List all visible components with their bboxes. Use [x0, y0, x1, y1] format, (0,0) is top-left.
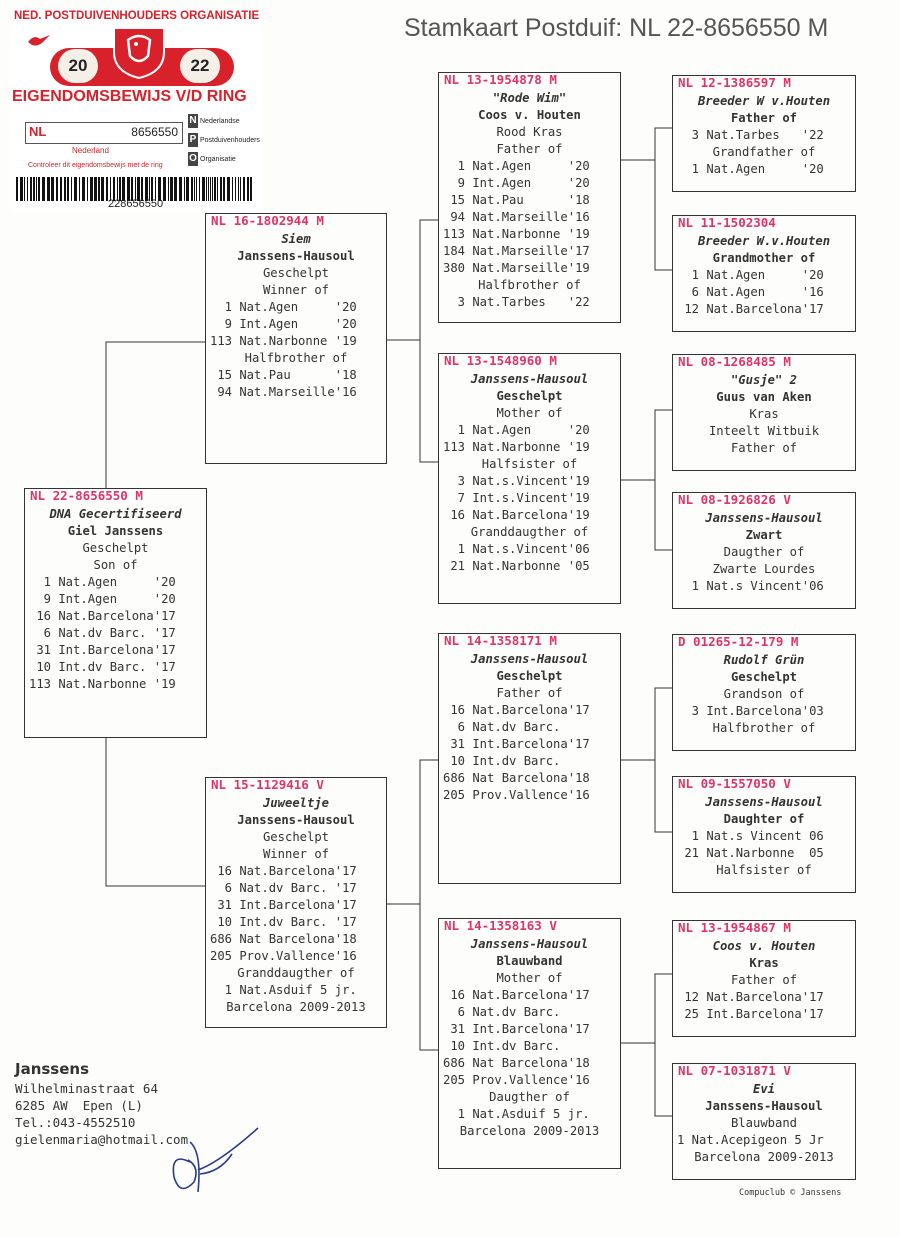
- card-line: Geschelpt: [496, 389, 563, 403]
- card-line: Zwart: [745, 528, 783, 542]
- card-line: Winner of: [262, 847, 330, 861]
- card-line: 16 Nat.Barcelona'17: [210, 864, 357, 878]
- card-line: Juweeltje: [262, 796, 330, 810]
- card-line: 1 Nat.s Vincent 06: [677, 829, 824, 843]
- card-line: 686 Nat Barcelona'18: [210, 932, 357, 946]
- card-line: 9 Int.Agen '20: [443, 176, 590, 190]
- card-line: Son of: [93, 558, 138, 572]
- card-line: 1 Nat.s Vincent'06: [677, 579, 824, 593]
- card-line: Zwarte Lourdes: [712, 562, 816, 576]
- card-line: 6 Nat.dv Barc.: [443, 1005, 561, 1019]
- card-line: Daughter of: [723, 812, 805, 826]
- card-line: 31 Int.Barcelona'17: [443, 1022, 590, 1036]
- card-line: "Rode Wim": [492, 91, 567, 105]
- card-line: Barcelona 2009-2013: [459, 1124, 600, 1138]
- card-line: Breeder W.v.Houten: [697, 234, 831, 248]
- card-line: Janssens-Hausoul: [705, 511, 823, 525]
- owner-street: Wilhelminastraat 64: [15, 1081, 158, 1096]
- ggp-card-fmf: [672, 354, 856, 471]
- ring-number: NL 15-1129416 V: [211, 777, 324, 792]
- handwritten-signature: [160, 1122, 270, 1202]
- card-line: Halfbrother of: [712, 721, 816, 735]
- card-line: 113 Nat.Narbonne '19: [210, 334, 357, 348]
- owner-phone: Tel.:043-4552510: [15, 1115, 136, 1130]
- card-line: Coos v. Houten: [712, 939, 816, 953]
- card-line: Granddaugther of: [470, 525, 589, 539]
- card-line: 9 Int.Agen '20: [210, 317, 357, 331]
- card-line: Father of: [730, 111, 798, 125]
- owner-email: gielenmaria@hotmail.com: [15, 1132, 189, 1147]
- card-line: 113 Nat.Narbonne '19: [443, 440, 590, 454]
- card-line: 6 Nat.dv Barc.: [443, 720, 561, 734]
- card-line: Halfsister of: [716, 863, 812, 877]
- sticker-org-name: NED. POSTDUIVENHOUDERS ORGANISATIE: [14, 10, 260, 22]
- card-lines: [673, 1081, 855, 1166]
- card-line: Blauwband: [496, 954, 563, 968]
- ring-number: NL 09-1557050 V: [678, 776, 791, 791]
- card-line: Guus van Aken: [716, 390, 812, 404]
- ring-number: NL 13-1548960 M: [444, 353, 557, 368]
- card-line: Mother of: [496, 406, 563, 420]
- maternal-grandmother-card: [438, 918, 621, 1169]
- card-line: Breeder W v.Houten: [697, 94, 831, 108]
- owner-city: 6285 AW Epen (L): [15, 1098, 143, 1113]
- card-line: 94 Nat.Marseille'16: [210, 385, 357, 399]
- card-line: 6 Nat.dv Barc. '17: [210, 881, 357, 895]
- ring-number: NL 11-1502304: [678, 215, 776, 230]
- card-line: 31 Int.Barcelona'17: [210, 898, 357, 912]
- card-line: 686 Nat Barcelona'18: [443, 1056, 590, 1070]
- card-line: 16 Nat.Barcelona'17: [443, 703, 590, 717]
- card-line: Grandson of: [723, 687, 805, 701]
- paternal-grandfather-card: [438, 72, 621, 323]
- card-line: Inteelt Witbuik: [708, 424, 820, 438]
- card-line: Evi: [752, 1082, 775, 1096]
- card-line: 205 Prov.Vallence'16: [210, 949, 357, 963]
- card-line: Janssens-Hausoul: [470, 937, 589, 951]
- card-line: 113 Nat.Narbonne '19: [443, 227, 590, 241]
- npo-logo: N Nederlandse P Postduivenhouders O Organisatie: [189, 115, 260, 165]
- card-line: 7 Int.s.Vincent'19: [443, 491, 590, 505]
- card-lines: [25, 506, 206, 693]
- subject-pigeon-card: [24, 488, 207, 738]
- card-line: Blauwband: [730, 1116, 798, 1130]
- card-line: 21 Nat.Narbonne 05: [677, 846, 824, 860]
- card-lines: [673, 794, 855, 879]
- ring-number: NL 13-1954867 M: [678, 920, 791, 935]
- card-line: "Gusje" 2: [730, 373, 798, 387]
- npo-line-1: Nederlandse: [200, 118, 240, 125]
- card-line: Giel Janssens: [67, 524, 164, 538]
- card-lines: [673, 372, 855, 457]
- card-line: Janssens-Hausoul: [705, 795, 823, 809]
- card-line: Geschelpt: [262, 266, 330, 280]
- card-lines: [439, 651, 620, 804]
- card-line: Grandmother of: [712, 251, 816, 265]
- card-line: 1 Nat.Asduif 5 jr.: [210, 983, 357, 997]
- card-line: 31 Int.Barcelona'17: [29, 643, 176, 657]
- card-line: 380 Nat.Marseille'19: [443, 261, 590, 275]
- sticker-ring-number: 8656550: [131, 125, 178, 139]
- card-lines: [206, 231, 386, 401]
- card-line: Janssens-Hausoul: [237, 249, 355, 263]
- card-line: 94 Nat.Marseille'16: [443, 210, 590, 224]
- card-line: Rood Kras: [496, 125, 563, 139]
- card-line: Daugther of: [489, 1090, 570, 1104]
- card-line: 1 Nat.Agen '20: [677, 268, 824, 282]
- card-line: Kras: [749, 407, 779, 421]
- card-line: 10 Int.dv Barc.: [443, 1039, 561, 1053]
- card-line: 15 Nat.Pau '18: [210, 368, 357, 382]
- card-line: 1 Nat.Agen '20: [443, 159, 590, 173]
- ggp-card-mmf: [672, 920, 856, 1037]
- year-right: 22: [180, 49, 220, 83]
- ring-number: D 01265-12-179 M: [678, 634, 799, 649]
- card-lines: [673, 233, 855, 318]
- card-line: 3 Nat.Tarbes '22: [677, 128, 824, 142]
- ggp-card-mmm: [672, 1063, 856, 1180]
- card-lines: [206, 795, 386, 1016]
- card-line: Geschelpt: [262, 830, 330, 844]
- card-line: Geschelpt: [82, 541, 149, 555]
- ggp-card-mfm: [672, 776, 856, 893]
- card-line: Mother of: [496, 971, 563, 985]
- card-line: 10 Int.dv Barc. '17: [29, 660, 176, 674]
- card-line: 1 Nat.Asduif 5 jr.: [443, 1107, 590, 1121]
- npo-line-3: Organisatie: [200, 156, 236, 163]
- card-line: Geschelpt: [496, 669, 563, 683]
- ring-number: NL 22-8656550 M: [30, 488, 143, 503]
- card-line: Janssens-Hausoul: [470, 372, 589, 386]
- mother-card: [205, 777, 387, 1028]
- card-line: 25 Int.Barcelona'17: [677, 1007, 824, 1021]
- card-line: Father of: [496, 686, 563, 700]
- father-card: [205, 213, 387, 464]
- ring-number: NL 14-1358163 V: [444, 918, 557, 933]
- paternal-grandmother-card: [438, 353, 621, 604]
- footer-credit: Compuclub © Janssens: [739, 1188, 842, 1198]
- card-line: 686 Nat Barcelona'18: [443, 771, 590, 785]
- ring-number: NL 08-1268485 M: [678, 354, 791, 369]
- card-line: 10 Int.dv Barc. '17: [210, 915, 357, 929]
- ring-number: NL 13-1954878 M: [444, 72, 557, 87]
- card-line: 205 Prov.Vallence'16: [443, 788, 590, 802]
- card-line: 16 Nat.Barcelona'19: [443, 508, 590, 522]
- page-title: Stamkaart Postduif: NL 22-8656550 M: [404, 14, 829, 42]
- ring-number: NL 08-1926826 V: [678, 492, 791, 507]
- card-line: Barcelona 2009-2013: [694, 1150, 834, 1164]
- card-line: 184 Nat.Marseille'17: [443, 244, 590, 258]
- card-line: Halfbrother of: [244, 351, 348, 365]
- card-line: Grandfather of: [712, 145, 816, 159]
- ring-number: NL 12-1386597 M: [678, 75, 791, 90]
- card-line: 1 Nat.Agen '20: [29, 575, 176, 589]
- card-line: Janssens-Hausoul: [705, 1099, 823, 1113]
- card-lines: [439, 371, 620, 575]
- card-line: Rudolf Grün: [723, 653, 805, 667]
- card-line: 1 Nat.Agen '20: [210, 300, 357, 314]
- card-line: DNA Gecertifiseerd: [49, 507, 182, 521]
- card-line: 3 Nat.Tarbes '22: [443, 295, 590, 309]
- card-line: Daugther of: [723, 545, 805, 559]
- card-line: 15 Nat.Pau '18: [443, 193, 590, 207]
- card-line: Geschelpt: [730, 670, 798, 684]
- card-line: 1 Nat.Agen '20: [677, 162, 824, 176]
- card-line: Kras: [749, 956, 779, 970]
- card-line: 1 Nat.Agen '20: [443, 423, 590, 437]
- card-line: Father of: [496, 142, 563, 156]
- card-line: 16 Nat.Barcelona'17: [443, 988, 590, 1002]
- card-lines: [439, 90, 620, 311]
- card-line: 6 Nat.dv Barc. '17: [29, 626, 176, 640]
- card-lines: [673, 93, 855, 178]
- country-code: NL: [29, 124, 47, 139]
- ring-number: NL 07-1031871 V: [678, 1063, 791, 1078]
- ggp-card-ffm: [672, 215, 856, 332]
- card-line: 1 Nat.s.Vincent'06: [443, 542, 590, 556]
- card-line: Granddaugther of: [237, 966, 355, 980]
- card-line: Father of: [730, 973, 798, 987]
- year-left: 20: [58, 49, 98, 83]
- card-line: Siem: [281, 232, 311, 246]
- owner-name: Janssens: [15, 1060, 90, 1078]
- card-line: Barcelona 2009-2013: [226, 1000, 366, 1014]
- card-lines: [673, 510, 855, 595]
- sticker-heading: EIGENDOMSBEWIJS V/D RING: [12, 88, 247, 105]
- card-line: Janssens-Hausoul: [470, 652, 589, 666]
- card-line: 6 Nat.Agen '16: [677, 285, 824, 299]
- card-line: 205 Prov.Vallence'16: [443, 1073, 590, 1087]
- sticker-control-text: Controleer dit eigendomsbewijs met de ring: [28, 162, 163, 169]
- card-line: Janssens-Hausoul: [237, 813, 355, 827]
- card-line: 9 Int.Agen '20: [29, 592, 176, 606]
- ggp-card-fff: [672, 75, 856, 192]
- npo-line-2: Postduivenhouders: [200, 137, 260, 144]
- card-line: 1 Nat.Acepigeon 5 Jr: [677, 1133, 824, 1147]
- card-line: Winner of: [262, 283, 330, 297]
- card-line: 16 Nat.Barcelona'17: [29, 609, 176, 623]
- card-line: 12 Nat.Barcelona'17: [677, 302, 824, 316]
- barcode-number: 228656550: [108, 198, 164, 210]
- card-line: 21 Nat.Narbonne '05: [443, 559, 590, 573]
- card-line: Coos v. Houten: [478, 108, 581, 122]
- ggp-card-mff: [672, 634, 856, 751]
- card-lines: [673, 938, 855, 1023]
- card-line: 12 Nat.Barcelona'17: [677, 990, 824, 1004]
- card-line: Halfbrother of: [478, 278, 581, 292]
- maternal-grandfather-card: [438, 633, 621, 884]
- sticker-country-name: Nederland: [72, 146, 109, 155]
- ring-number: NL 14-1358171 M: [444, 633, 557, 648]
- card-line: Father of: [730, 441, 798, 455]
- card-lines: [439, 936, 620, 1140]
- card-line: 113 Nat.Narbonne '19: [29, 677, 176, 691]
- ring-number: NL 16-1802944 M: [211, 213, 324, 228]
- card-line: Halfsister of: [481, 457, 578, 471]
- ggp-card-fmm: [672, 492, 856, 609]
- card-line: 10 Int.dv Barc.: [443, 754, 561, 768]
- card-line: 3 Int.Barcelona'03: [677, 704, 824, 718]
- card-line: 31 Int.Barcelona'17: [443, 737, 590, 751]
- card-lines: [673, 652, 855, 737]
- card-line: 3 Nat.s.Vincent'19: [443, 474, 590, 488]
